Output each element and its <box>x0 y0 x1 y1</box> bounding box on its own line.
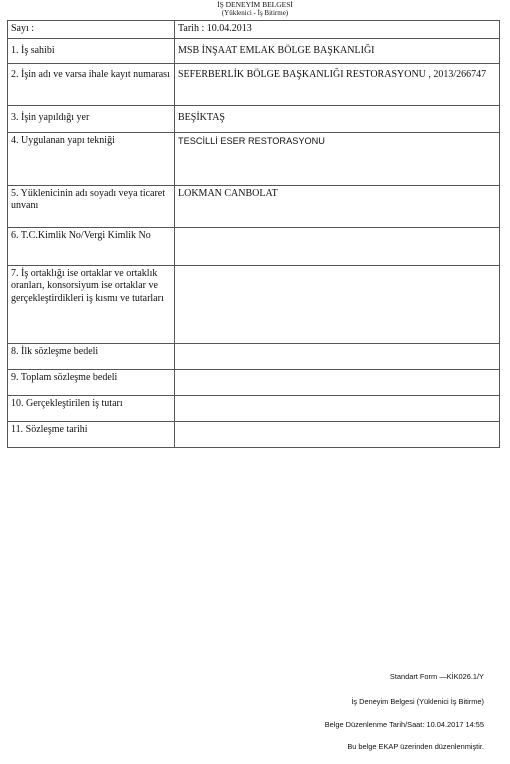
table-row-partnership <box>8 265 500 343</box>
table-row-technique <box>8 132 500 185</box>
row-value <box>175 395 500 421</box>
row-value <box>175 369 500 395</box>
row-label: 8. İlk sözleşme bedeli <box>8 343 175 369</box>
row-label: 9. Toplam sözleşme bedeli <box>8 369 175 395</box>
row-label: 2. İşin adı ve varsa ihale kayıt numarası <box>8 63 175 105</box>
table-row-contractor <box>8 185 500 227</box>
row-label: 5. Yüklenicinin adı soyadı veya ticaret unvanı <box>8 185 175 227</box>
row-value: LOKMAN CANBOLAT <box>175 185 500 227</box>
row-label: 1. İş sahibi <box>8 38 175 63</box>
document-subtitle: (Yüklenici - İş Bitirme) <box>221 9 289 17</box>
row-label: 7. İş ortaklığı ise ortaklar ve ortaklık oranları, konsorsiyum ise ortaklar ve gerçekleştirdikleri iş kısmı ve tutarları <box>8 265 175 343</box>
certificate-table <box>7 20 500 448</box>
table-row-initial-contract <box>8 343 500 369</box>
row-value <box>175 343 500 369</box>
table-row-realized-amount <box>8 395 500 421</box>
table-row-number-date <box>8 21 500 39</box>
row-value: Tarih : 10.04.2013 <box>175 21 500 39</box>
table-row-job-name <box>8 63 500 105</box>
row-label: 3. İşin yapıldığı yer <box>8 105 175 132</box>
footer-document-name: İş Deneyim Belgesi (Yüklenici İş Bitirme) <box>351 697 484 706</box>
row-label: 11. Sözleşme tarihi <box>8 421 175 447</box>
row-value: SEFERBERLİK BÖLGE BAŞKANLIĞI RESTORASYONU , 2013/266747 <box>175 63 500 105</box>
document-title-block <box>0 1 510 17</box>
footer-ekap-note: Bu belge EKAP üzerinden düzenlenmiştir. <box>347 742 484 751</box>
row-label: Sayı : <box>8 21 175 39</box>
row-value <box>175 421 500 447</box>
row-value: BEŞİKTAŞ <box>175 105 500 132</box>
row-value <box>175 265 500 343</box>
row-value: TESCİLLİ ESER RESTORASYONU <box>175 132 500 185</box>
table-row-employer <box>8 38 500 63</box>
row-label: 4. Uygulanan yapı tekniği <box>8 132 175 185</box>
footer-form-code: Standart Form —KİK026.1/Y <box>389 672 484 681</box>
document-title: İŞ DENEYİM BELGESİ <box>217 0 293 9</box>
table-row-total-contract <box>8 369 500 395</box>
row-value <box>175 227 500 265</box>
row-label: 6. T.C.Kimlik No/Vergi Kimlik No <box>8 227 175 265</box>
row-label: 10. Gerçekleştirilen iş tutarı <box>8 395 175 421</box>
footer-creation-timestamp: Belge Düzenlenme Tarih/Saat: 10.04.2017 14:55 <box>324 720 484 729</box>
table-row-contract-date <box>8 421 500 447</box>
row-value: MSB İNŞAAT EMLAK BÖLGE BAŞKANLIĞI <box>175 38 500 63</box>
table-row-tax-id <box>8 227 500 265</box>
table-row-location <box>8 105 500 132</box>
